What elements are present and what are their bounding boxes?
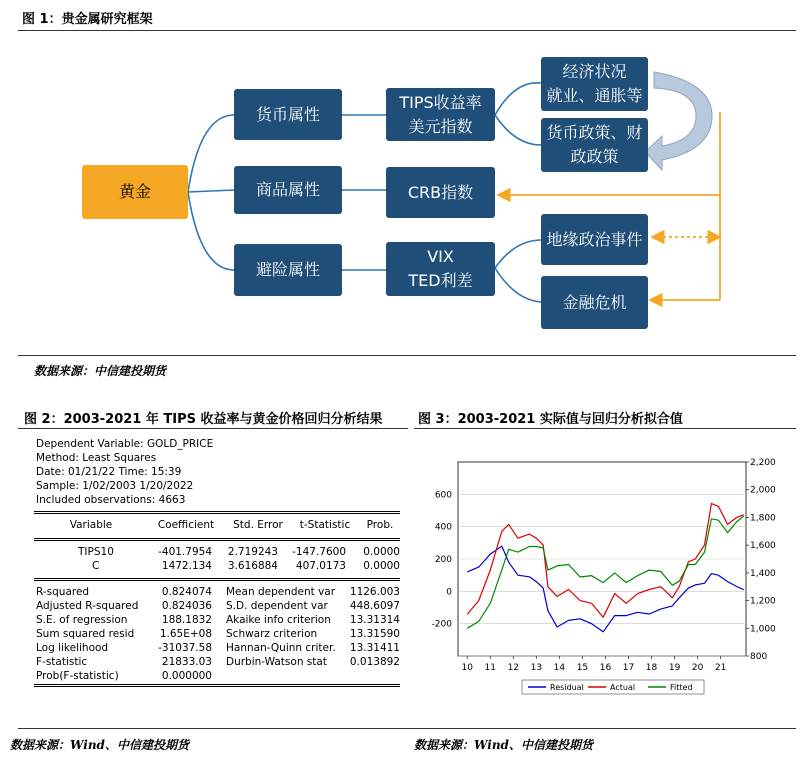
stat-3-0: Sum squared resid <box>36 628 135 640</box>
tips-label: TIPS收益率 <box>399 92 482 112</box>
y-right-tick-3: 1,600 <box>750 541 776 552</box>
stat-2-1: 188.1832 <box>161 614 212 626</box>
row-c-se: 3.616884 <box>227 560 278 572</box>
col-coefficient: Coefficient <box>157 519 215 531</box>
row-c-p: 0.0000 <box>363 560 400 572</box>
y-right-tick-1: 2,000 <box>750 485 776 496</box>
reg-header-4: Sample: 1/02/2003 1/20/2022 <box>36 480 194 492</box>
x-tick-8: 18 <box>645 663 658 673</box>
legend-label-actual: Actual <box>610 683 636 692</box>
row-tips-coef: -401.7954 <box>158 546 212 558</box>
y-right-tick-6: 1,000 <box>750 624 776 635</box>
policy-label-2: 政政策 <box>570 147 619 166</box>
x-tick-9: 19 <box>668 663 681 673</box>
commodity-attr-box: 商品属性 <box>234 166 342 214</box>
x-tick-10: 20 <box>691 663 704 673</box>
stat-4-2: Hannan-Quinn criter. <box>226 642 336 654</box>
fig3-title: 图 3：2003-2021 实际值与回归分析拟合值 <box>418 412 683 427</box>
crb-box: CRB指数 <box>386 167 495 218</box>
stat-1-1: 0.824036 <box>161 600 212 612</box>
legend-label-fitted: Fitted <box>670 683 693 692</box>
stat-0-3: 1126.003 <box>349 586 400 598</box>
stat-6-1: 0.000000 <box>161 670 212 682</box>
y-left-tick-4: -200 <box>431 619 452 630</box>
reg-header-2: Method: Least Squares <box>36 452 157 464</box>
stat-6-0: Prob(F-statistic) <box>36 670 119 682</box>
row-tips-p: 0.0000 <box>363 546 400 558</box>
fitted-vs-actual-chart <box>414 436 804 706</box>
bottom-rule <box>18 728 796 729</box>
col-stderr: Std. Error <box>233 519 283 531</box>
fig3-source: 数据来源：Wind、中信建投期货 <box>414 738 593 752</box>
x-tick-7: 17 <box>622 663 635 673</box>
row-tips-se: 2.719243 <box>227 546 278 558</box>
geo-box: 地缘政治事件 <box>541 214 648 265</box>
stat-0-2: Mean dependent var <box>226 586 336 598</box>
x-tick-4: 14 <box>553 663 566 673</box>
usd-index-label: 美元指数 <box>408 116 473 136</box>
stat-3-3: 13.31590 <box>349 628 400 640</box>
col-prob: Prob. <box>366 519 394 531</box>
x-tick-1: 11 <box>484 663 496 673</box>
fig1-title: 图 1：贵金属研究框架 <box>22 12 153 27</box>
fig2-title: 图 2：2003-2021 年 TIPS 收益率与黄金价格回归分析结果 <box>24 412 383 427</box>
econ-label-1: 经济状况 <box>562 62 627 81</box>
y-left-tick-1: 400 <box>434 522 452 533</box>
currency-attr-box: 货币属性 <box>234 89 342 140</box>
row-tips-t: -147.7600 <box>292 546 346 558</box>
y-right-tick-7: 800 <box>750 652 768 662</box>
y-right-tick-4: 1,400 <box>750 568 776 579</box>
stat-2-3: 13.31314 <box>349 614 400 626</box>
y-left-tick-3: 0 <box>446 587 452 598</box>
econ-box <box>541 57 648 111</box>
ted-label: TED利差 <box>408 271 473 290</box>
reg-rule-3 <box>34 578 400 581</box>
fig1-source: 数据来源：中信建投期货 <box>34 364 167 378</box>
stat-3-2: Schwarz criterion <box>226 628 318 640</box>
vix-label: VIX <box>427 247 454 266</box>
reg-rule-2 <box>34 538 400 541</box>
loop-arrow-icon <box>645 72 712 170</box>
fig2-source: 数据来源：Wind、中信建投期货 <box>10 738 189 752</box>
x-tick-2: 12 <box>507 663 520 673</box>
stat-5-0: F-statistic <box>36 656 88 668</box>
stat-4-1: -31037.58 <box>158 642 212 654</box>
legend-label-residual: Residual <box>550 683 584 692</box>
row-tips-var: TIPS10 <box>78 546 114 558</box>
x-tick-6: 16 <box>599 663 612 673</box>
stat-4-3: 13.31411 <box>349 642 400 654</box>
hedge-attr-box: 避险属性 <box>234 244 342 296</box>
stat-0-1: 0.824074 <box>161 586 212 598</box>
row-c-t: 407.0173 <box>295 560 346 572</box>
econ-label-2: 就业、通胀等 <box>546 86 643 105</box>
x-tick-5: 15 <box>576 663 589 673</box>
y-right-tick-5: 1,200 <box>750 596 776 607</box>
policy-label-1: 货币政策、财 <box>546 123 643 142</box>
reg-rule-4 <box>34 684 400 687</box>
x-tick-0: 10 <box>461 663 473 673</box>
stat-1-3: 448.6097 <box>349 600 400 612</box>
stat-0-0: R-squared <box>36 586 90 598</box>
stat-5-2: Durbin-Watson stat <box>226 656 327 668</box>
x-tick-11: 21 <box>714 663 727 673</box>
y-left-tick-0: 600 <box>434 490 452 501</box>
y-left-tick-2: 200 <box>434 555 452 565</box>
stat-5-3: 0.013892 <box>349 656 400 668</box>
policy-box <box>541 118 648 172</box>
stat-1-0: Adjusted R-squared <box>36 600 139 612</box>
col-variable: Variable <box>69 519 113 531</box>
crisis-box: 金融危机 <box>541 276 648 329</box>
reg-header-1: Dependent Variable: GOLD_PRICE <box>36 438 214 450</box>
row-c-coef: 1472.134 <box>161 560 212 572</box>
stat-2-0: S.E. of regression <box>36 614 128 626</box>
gold-box: 黄金 <box>82 165 188 219</box>
reg-rule-1 <box>34 511 400 514</box>
regression-output <box>0 0 410 700</box>
stat-1-2: S.D. dependent var <box>226 600 328 612</box>
stat-4-0: Log likelihood <box>36 642 109 654</box>
y-right-tick-0: 2,200 <box>750 458 776 468</box>
fig3-top-rule <box>414 428 796 429</box>
reg-header-5: Included observations: 4663 <box>36 494 186 506</box>
x-tick-3: 13 <box>530 663 543 673</box>
stat-5-1: 21833.03 <box>161 656 212 668</box>
stat-3-1: 1.65E+08 <box>159 628 212 640</box>
row-c-var: C <box>92 560 100 572</box>
y-right-tick-2: 1,800 <box>750 513 776 524</box>
reg-header-3: Date: 01/21/22 Time: 15:39 <box>36 466 182 478</box>
col-tstat: t-Statistic <box>299 519 351 531</box>
stat-2-2: Akaike info criterion <box>226 614 331 626</box>
